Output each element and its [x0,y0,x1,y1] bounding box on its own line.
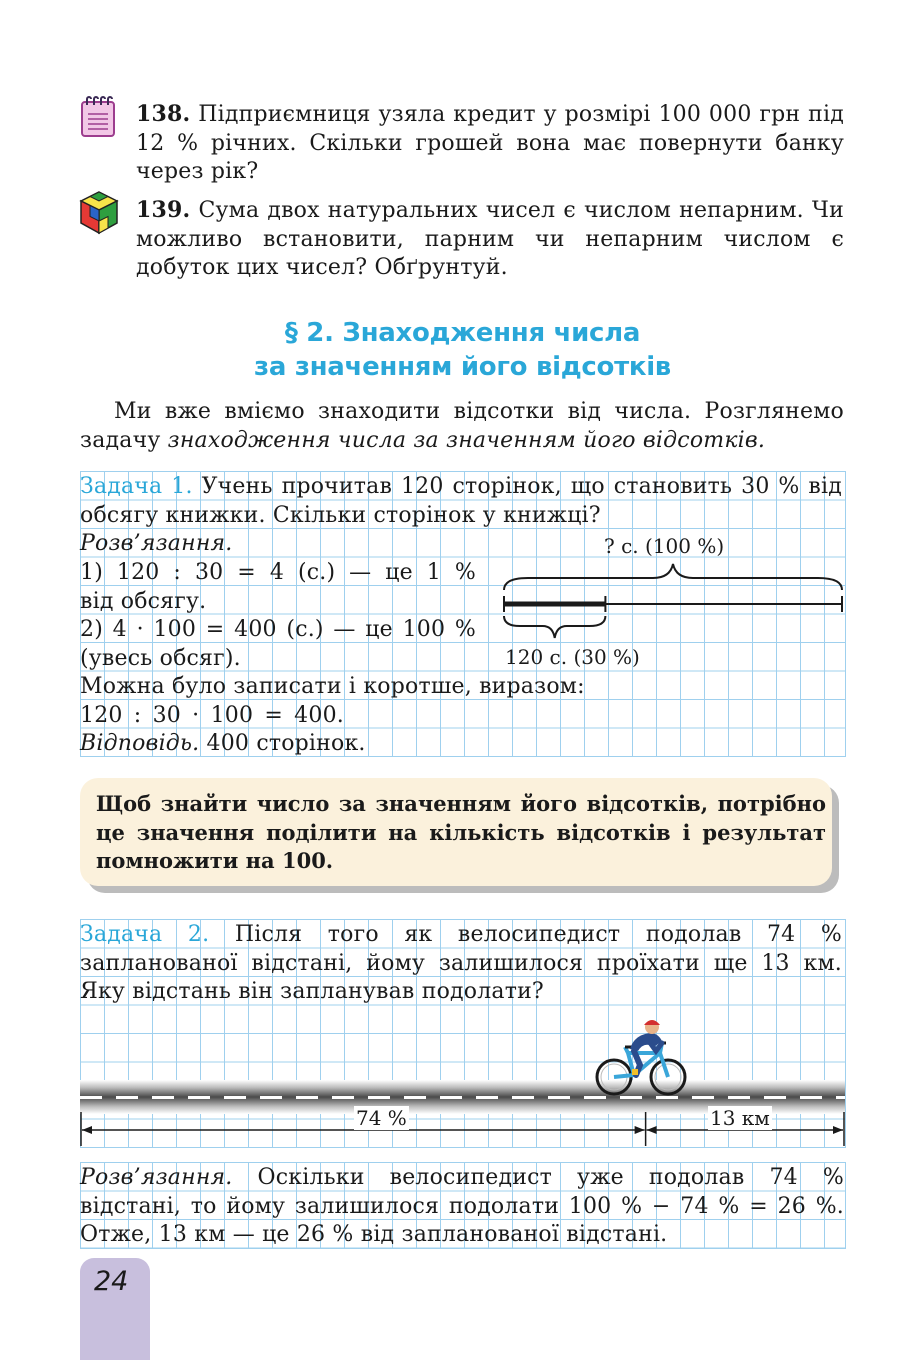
exercise-text: Сума двох натуральних чисел є числом непарним. Чи можливо встановити, парним чи непарним числом є добуток цих чисел? Обґрунтуй. [136,198,844,280]
exercise-138 [136,100,844,187]
road-dashes [80,1096,845,1099]
task1-step2a: 2) 4 · 100 = 400 (с.) — це 100 % [80,617,476,642]
exercise-text: Підприємниця узяла кредит у розмірі 100 000 грн під 12 % річних. Скільки грошей вона має повернути банку через рік? [136,102,844,184]
exercise-number: 139. [136,197,191,223]
task1-expression: 120 : 30 · 100 = 400. [80,703,344,728]
task1-label: Задача 1. [80,474,193,499]
task1-condition [80,473,842,530]
task1-step2b: (увесь обсяг). [80,646,241,671]
solution2-label: Розв’язання. [80,1165,233,1190]
arrow-right-end [833,1126,843,1134]
solution2 [80,1164,844,1250]
solution2-text: Оскільки велосипедист уже подолав 74 % відстані, то йому залишилося подолати 100 % − 74 % = 26 %. Отже, 13 км — це 26 % від запланованої відстані. [80,1165,844,1247]
diagram2-right-label: 13 км [710,1106,770,1130]
exercise-139 [136,196,844,283]
notebook-icon [80,96,116,138]
section-title-line2: за значенням його відсотків [254,352,671,382]
intro-paragraph [80,398,844,455]
answer-text: 400 сторінок. [206,731,366,756]
diagram1-bottom-label: 120 с. (30 %) [505,645,640,669]
diagram1-top-label: ? с. (100 %) [604,534,725,558]
answer-label: Відповідь. [80,731,200,756]
task1-answer [80,730,366,759]
task2-condition [80,921,842,1007]
task2-label: Задача 2. [80,922,210,947]
intro-text: Ми вже вміємо знаходити відсотки від числа. Розглянемо задачу [80,399,844,453]
task1-step1a: 1) 120 : 30 = 4 (с.) — це 1 % [80,560,476,585]
diagram1 [498,560,848,650]
section-title [80,316,845,384]
page-number: 24 [94,1266,129,1297]
task2-condition-text: Після того як велосипедист подолав 74 % запланованої відстані, йому залишилося проїхати ще 13 км. Яку відстань він запланував подолати? [80,922,842,1004]
arrow-left-start [82,1126,92,1134]
cyclist-icon [594,1017,688,1099]
section-title-line1: § 2. Знаходження числа [284,318,641,348]
task1-solution-label: Розв’язання. [80,531,233,556]
task1-short-intro: Можна було записати і коротше, виразом: [80,674,585,699]
task1-step1b: від обсягу. [80,589,207,614]
task1-condition-text: Учень прочитав 120 сторінок, що становить 30 % від обсягу книжки. Скільки сторінок у книжці? [80,474,843,528]
arrow-left-end [635,1126,645,1134]
diagram2-left-label: 74 % [356,1106,407,1130]
exercise-number: 138. [136,101,191,127]
arrow-right-start [647,1126,657,1134]
brace-part [504,616,605,638]
brace-total [504,564,842,590]
intro-italic: знаходження числа за значенням його відсотків. [167,427,766,453]
puzzle-cube-icon [78,190,120,236]
rule-text: Щоб знайти число за значенням його відсотків, потрібно це значення поділити на кількість відсотків і результат помножити на 100. [96,791,826,873]
